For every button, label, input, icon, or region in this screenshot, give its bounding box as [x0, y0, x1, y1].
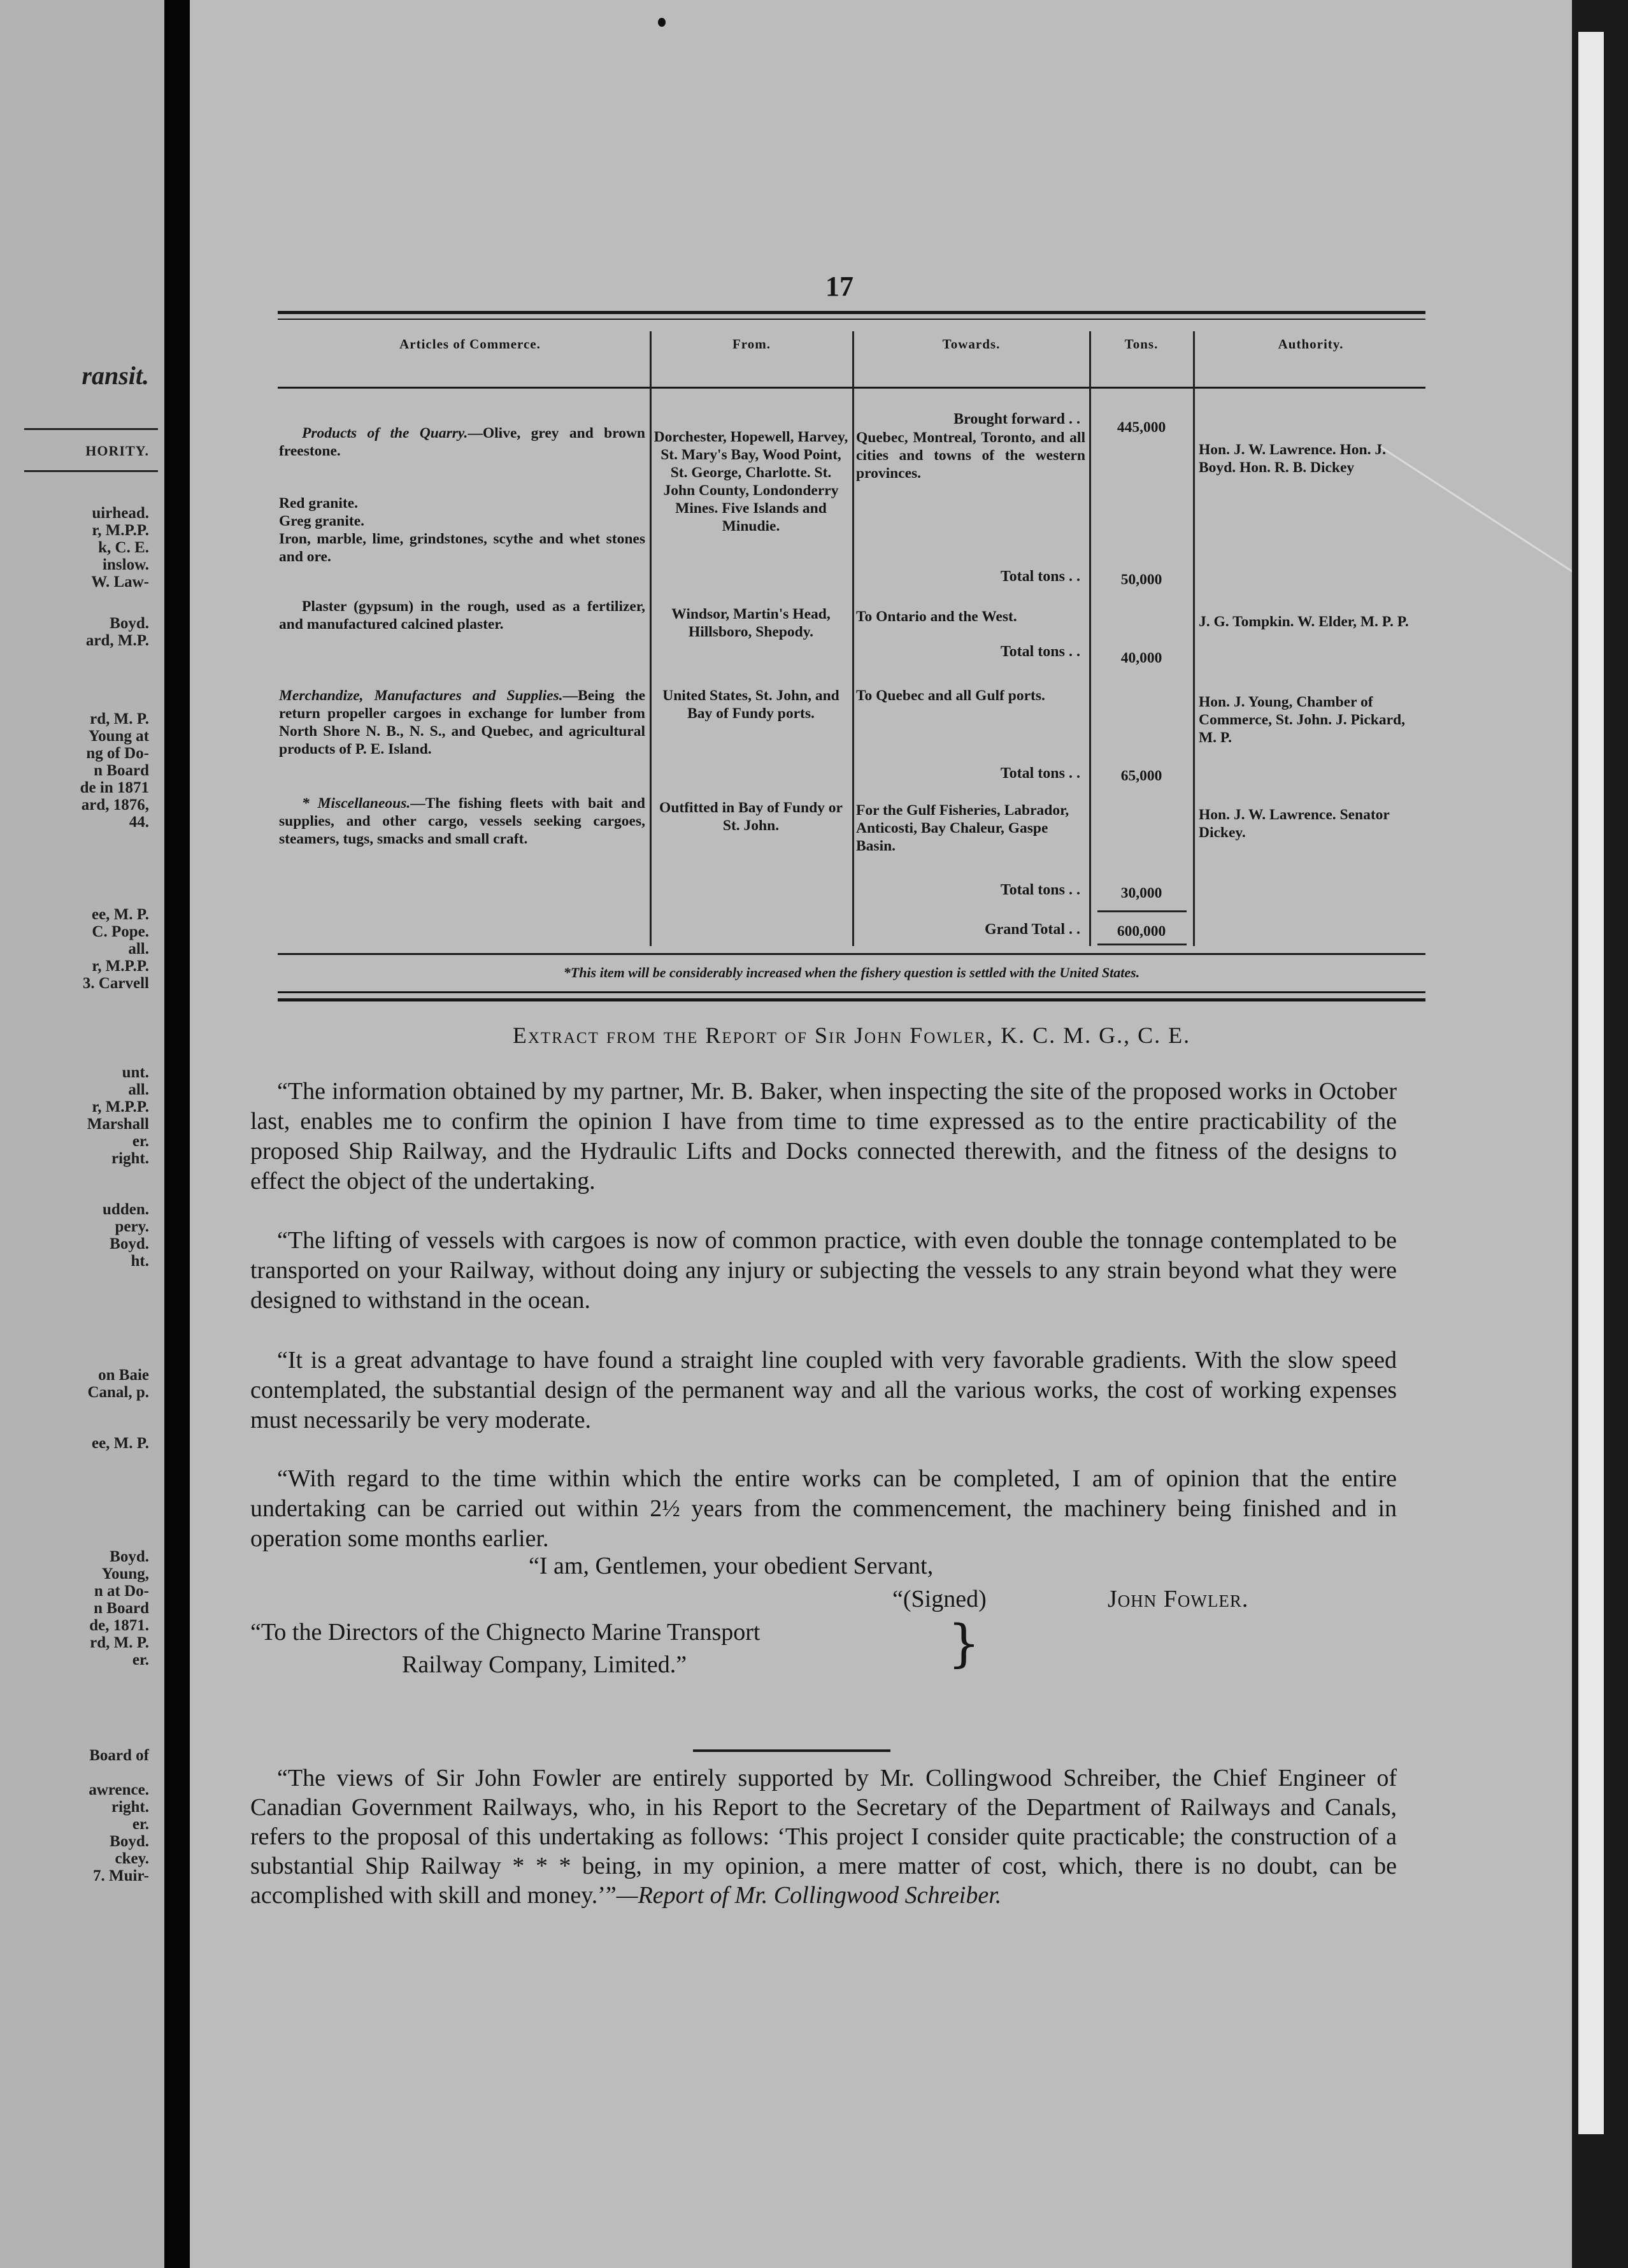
table-row-tons: 40,000 [1120, 650, 1162, 666]
previous-page-line: Boyd. [110, 1548, 149, 1565]
table-row-articles [279, 794, 645, 848]
previous-page-line: r, M.P.P. [92, 522, 149, 539]
article-text: Iron, marble, lime, grindstones, scythe and whet stones and ore. [279, 531, 645, 565]
extract-paragraph: “The lifting of vessels with cargoes is now of common practice, with even double the tonnage contemplated to be transported on your Railway, without doing any injury or subjecting the vessels to any strain beyond what they were designed to withstand in the ocean. [250, 1227, 1397, 1314]
table-row-towards: To Quebec and all Gulf ports. [856, 687, 1045, 704]
header-towards: Towards. [942, 336, 1001, 352]
previous-page-line: de in 1871 [80, 779, 149, 796]
schreiber-paragraph [250, 1763, 1397, 1910]
previous-page-line: right. [111, 1798, 149, 1816]
previous-page-line: Boyd. [110, 615, 149, 632]
column-divider [650, 331, 652, 946]
schreiber-attribution: —Report of Mr. Collingwood Schreiber. [616, 1882, 1002, 1909]
previous-page-line: Young at [88, 728, 149, 745]
table-row-articles: Plaster (gypsum) in the rough, used as a fertilizer, and manufactured calcined plaster. [279, 598, 645, 633]
grand-total-label: Grand Total . . [984, 921, 1080, 938]
article-text: Greg granite. [279, 513, 365, 529]
page-edge-strip [1578, 32, 1604, 2134]
previous-page-line: rd, M. P. [90, 710, 149, 728]
previous-page-line: ard, 1876, [81, 796, 149, 814]
previous-page-line: n at Do- [94, 1583, 149, 1600]
document-page [190, 0, 1572, 2268]
header-from: From. [732, 336, 771, 352]
previous-page-fragment [0, 0, 164, 2268]
separator-rule [693, 1749, 890, 1752]
previous-page-line: n Board [94, 1600, 149, 1617]
table-row-towards: For the Gulf Fisheries, Labrador, Anticosti, Bay Chaleur, Gaspe Basin. [856, 802, 1069, 854]
table-row-articles [279, 424, 645, 566]
previous-page-line: on Baie [98, 1367, 149, 1384]
table-row-tons: 65,000 [1120, 768, 1162, 784]
previous-page-line: awrence. [89, 1781, 149, 1798]
book-gutter [164, 0, 190, 2268]
article-heading: Products of the Quarry. [302, 425, 468, 441]
previous-page-line: 44. [129, 814, 149, 831]
previous-page-line: ht. [131, 1252, 149, 1270]
extract-title: Extract from the Report of Sir John Fowler, K. C. M. G., C. E. [512, 1023, 1191, 1048]
previous-page-line: de, 1871. [89, 1617, 149, 1634]
extract-paragraph: “The information obtained by my partner, Mr. B. Baker, when inspecting the site of the proposed works in October last, enables me to confirm the opinion I have from time to time expressed as to the entire practicability of the proposed Ship Railway, and the Hydraulic Lifts and Docks connected therewith, and the fitness of the designs to effect the object of the undertaking. [250, 1078, 1397, 1195]
article-text: Red granite. [279, 495, 359, 512]
previous-page-line: inslow. [103, 556, 149, 573]
total-label: Total tons . . [1000, 765, 1080, 782]
previous-page-line: rd, M. P. [90, 1634, 149, 1651]
address-line: Railway Company, Limited.” [402, 1651, 687, 1678]
table-row-authority: Hon. J. W. Lawrence. Senator Dickey. [1199, 807, 1390, 841]
section-rule-thick [278, 998, 1425, 1001]
signer-name: John Fowler. [1108, 1586, 1249, 1612]
previous-page-line: all. [128, 940, 149, 958]
table-row-from: United States, St. John, and Bay of Fundy ports. [662, 687, 839, 722]
previous-page-line: 3. Carvell [82, 975, 149, 992]
article-heading: Merchandize, Manufactures and Supplies. [279, 687, 563, 704]
previous-page-line: r, M.P.P. [92, 1098, 149, 1116]
table-top-rule-thin [278, 319, 1425, 320]
previous-page-line: pery. [115, 1218, 149, 1235]
table-row-from: Dorchester, Hopewell, Harvey, St. Mary's Bay, Wood Point, St. George, Charlotte. St. John County, Londonderry Mines. Five Islands and Minudie. [653, 429, 848, 535]
article-text: —The fishing fleets with bait and supplies, and other cargo, vessels seeking cargoes, steamers, tugs, smacks and small craft. [279, 795, 645, 847]
previous-page-line: all. [128, 1081, 149, 1098]
previous-page-line: W. Law- [91, 573, 149, 591]
brought-forward-label: Brought forward . . [953, 411, 1080, 427]
previous-page-line: er. [132, 1816, 149, 1833]
previous-page-line: right. [111, 1150, 149, 1167]
table-bottom-rule [278, 953, 1425, 955]
section-rule [278, 991, 1425, 993]
closing-line: “I am, Gentlemen, your obedient Servant, [529, 1553, 934, 1579]
grand-total-tons: 600,000 [1117, 923, 1166, 940]
article-text: —Olive, grey and brown freestone. [279, 425, 645, 459]
extract-paragraph: “With regard to the time within which the entire works can be completed, I am of opinion that the entire undertaking can be carried out within 2½ years from the commencement, the machinery being finished and in operation some months earlier. [250, 1465, 1397, 1552]
previous-page-line: ard, M.P. [85, 632, 149, 649]
header-authority: Authority. [1278, 336, 1344, 352]
previous-page-line: uirhead. [92, 505, 149, 522]
page-number: 17 [825, 271, 853, 302]
brought-forward-tons: 445,000 [1117, 419, 1166, 436]
previous-page-line: r, M.P.P. [92, 958, 149, 975]
previous-page-line: er. [132, 1133, 149, 1150]
table-row-from: Windsor, Martin's Head, Hillsboro, Shepody. [671, 606, 831, 640]
curly-brace: } [948, 1614, 980, 1673]
previous-page-line: ng of Do- [86, 745, 149, 762]
previous-page-line: udden. [103, 1201, 149, 1218]
signed-label: “(Signed) [892, 1586, 987, 1612]
previous-page-line: 7. Muir- [93, 1867, 149, 1884]
previous-page-subheading: HORITY. [85, 443, 149, 459]
total-label: Total tons . . [1000, 643, 1080, 660]
address-line: “To the Directors of the Chignecto Marine Transport [250, 1619, 760, 1646]
table-header-rule [278, 387, 1425, 389]
header-tons: Tons. [1124, 336, 1159, 352]
total-label: Total tons . . [1000, 568, 1080, 585]
ink-dot [658, 18, 666, 27]
table-row-from: Outfitted in Bay of Fundy or St. John. [659, 800, 843, 834]
article-text: —Being the return propeller cargoes in exchange for lumber from North Shore N. B., N. S., and Quebec, and agricultural products of P. E. Island. [279, 687, 645, 757]
table-row-authority: Hon. J. Young, Chamber of Commerce, St. John. J. Pickard, M. P. [1199, 694, 1405, 746]
grand-total-rule [1097, 944, 1187, 945]
table-row-authority: Hon. J. W. Lawrence. Hon. J. Boyd. Hon. R. B. Dickey [1199, 441, 1387, 476]
previous-page-line: Canal, p. [87, 1384, 149, 1401]
previous-page-rule [24, 470, 158, 472]
column-divider [1089, 331, 1091, 946]
previous-page-line: unt. [122, 1064, 149, 1081]
page-edge [1572, 0, 1628, 2268]
previous-page-line: ckey. [115, 1850, 149, 1867]
table-top-rule [278, 311, 1425, 314]
extract-paragraph: “It is a great advantage to have found a straight line coupled with very favorable gradients. With the slow speed contemplated, the substantial design of the permanent way and all the various works, the cost of working expenses must necessarily be very moderate. [250, 1347, 1397, 1433]
previous-page-line: n Board [94, 762, 149, 779]
column-divider [1193, 331, 1195, 946]
table-row-tons: 50,000 [1120, 571, 1162, 588]
table-row-articles [279, 687, 645, 758]
table-row-tons: 30,000 [1120, 885, 1162, 901]
previous-page-heading: ransit. [82, 361, 149, 390]
table-row-towards: Quebec, Montreal, Toronto, and all cities and towns of the western provinces. [856, 429, 1085, 482]
column-divider [852, 331, 854, 946]
previous-page-line: Young, [101, 1565, 149, 1583]
table-row-towards: To Ontario and the West. [856, 608, 1017, 625]
table-footnote: *This item will be considerably increased when the fishery question is settled with the United States. [563, 965, 1140, 980]
table-row-authority: J. G. Tompkin. W. Elder, M. P. P. [1199, 614, 1409, 630]
previous-page-line: Marshall [87, 1116, 149, 1133]
previous-page-line: k, C. E. [98, 539, 149, 556]
header-articles: Articles of Commerce. [399, 336, 541, 352]
grand-total-rule [1097, 910, 1187, 912]
previous-page-line: Board of [89, 1747, 149, 1764]
previous-page-rule [24, 428, 158, 430]
previous-page-line: er. [132, 1651, 149, 1669]
previous-page-line: Boyd. [110, 1235, 149, 1252]
article-heading: * Miscellaneous. [302, 795, 411, 812]
previous-page-line: ee, M. P. [91, 906, 149, 923]
schreiber-text: “The views of Sir John Fowler are entirely supported by Mr. Collingwood Schreiber, the Chief Engineer of Canadian Government Railways, who, in his Report to the Secretary of the Department of Railways and Canals, refers to the proposal of this undertaking as follows: ‘This project I consider quite practicable; the construction of a substantial Ship Railway * * * being, in my opinion, a mere matter of cost, which, there is no doubt, can be accomplished with skill and money.’” [250, 1765, 1397, 1909]
total-label: Total tons . . [1000, 882, 1080, 898]
previous-page-line: C. Pope. [92, 923, 149, 940]
previous-page-line: Boyd. [110, 1833, 149, 1850]
previous-page-line: ee, M. P. [91, 1435, 149, 1452]
